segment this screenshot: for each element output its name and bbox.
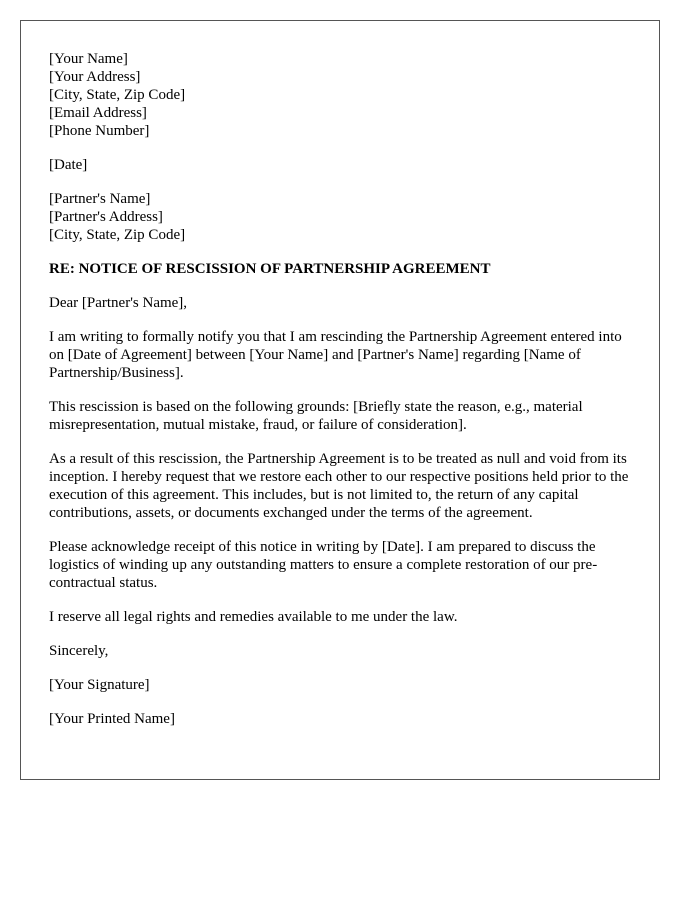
- body-paragraph-acknowledge: Please acknowledge receipt of this notice in writing by [Date]. I am prepared to discuss the logistics of winding up any outstanding matters to ensure a complete restoration of our pre-contractual status.: [49, 539, 598, 591]
- recipient-address: [Partner's Address]: [49, 209, 163, 225]
- salutation: Dear [Partner's Name],: [49, 295, 188, 311]
- sender-email: [Email Address]: [49, 105, 147, 121]
- letter-date: [Date]: [49, 157, 88, 173]
- sender-phone: [Phone Number]: [49, 123, 150, 139]
- sender-name: [Your Name]: [49, 51, 128, 67]
- sender-address: [Your Address]: [49, 69, 141, 85]
- recipient-name: [Partner's Name]: [49, 191, 151, 207]
- subject-line: RE: NOTICE OF RESCISSION OF PARTNERSHIP AGREEMENT: [49, 261, 491, 277]
- body-paragraph-grounds: This rescission is based on the following grounds: [Briefly state the reason, e.g., material misrepresentation, mutual mistake, fraud, or failure of consideration].: [49, 399, 583, 433]
- letter-page: [20, 20, 660, 780]
- signature: [Your Signature]: [49, 677, 150, 693]
- recipient-city-state-zip: [City, State, Zip Code]: [49, 227, 186, 243]
- body-paragraph-rights: I reserve all legal rights and remedies available to me under the law.: [49, 609, 458, 625]
- sender-block: [49, 50, 631, 140]
- recipient-block: [49, 190, 631, 244]
- printed-name: [Your Printed Name]: [49, 711, 175, 727]
- sender-city-state-zip: [City, State, Zip Code]: [49, 87, 186, 103]
- body-paragraph-effect: As a result of this rescission, the Partnership Agreement is to be treated as null and void from its inception. I hereby request that we restore each other to our respective positions held prior to the execution of this agreement. This includes, but is not limited to, the return of any capital contributions, assets, or documents exchanged under the terms of the agreement.: [49, 451, 629, 521]
- closing: Sincerely,: [49, 643, 109, 659]
- body-paragraph-notice: I am writing to formally notify you that I am rescinding the Partnership Agreement entered into on [Date of Agreement] between [Your Name] and [Partner's Name] regarding [Name of Partnership/Business].: [49, 329, 622, 381]
